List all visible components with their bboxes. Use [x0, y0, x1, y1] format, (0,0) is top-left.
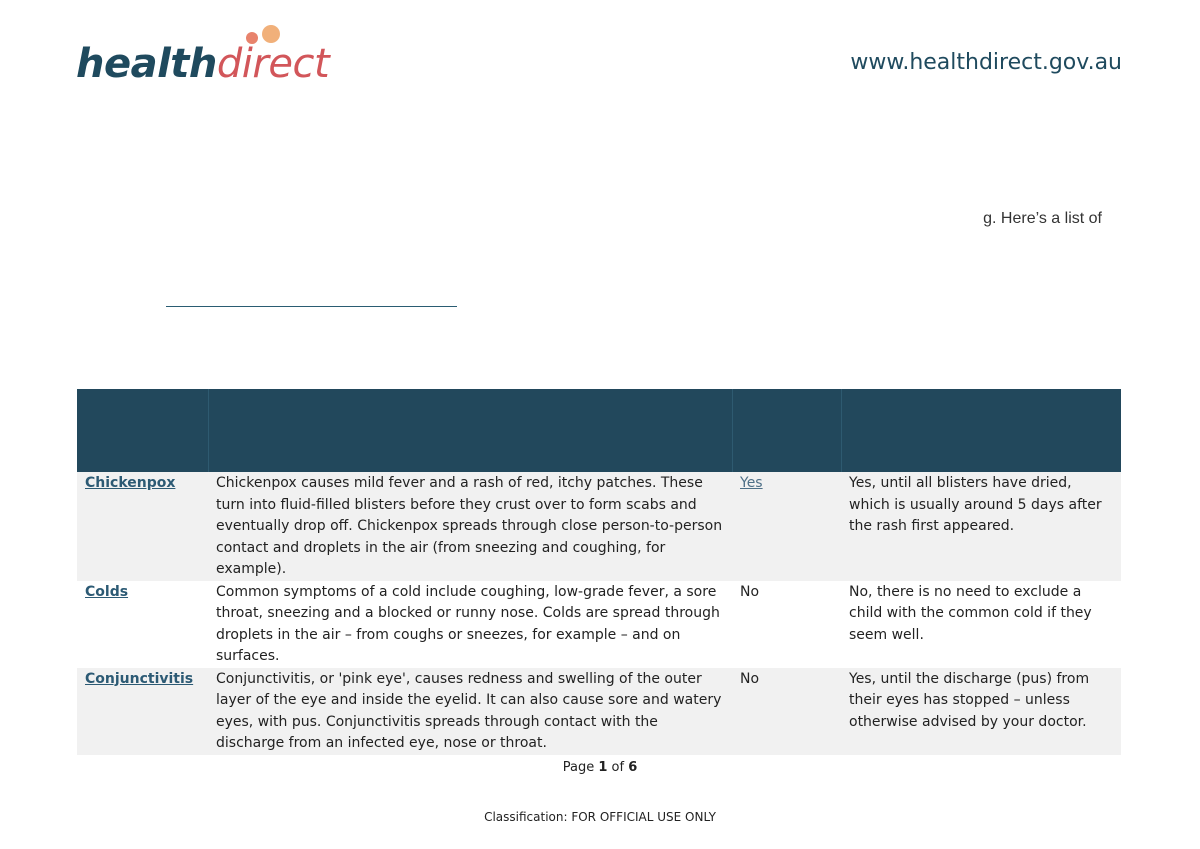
illness-name-cell	[77, 668, 208, 755]
logo-direct-text: direct	[216, 41, 330, 87]
vaccine-cell	[732, 472, 841, 581]
page-of: of	[611, 760, 625, 775]
logo-health-text: health	[76, 41, 217, 87]
healthdirect-logo[interactable]	[76, 22, 330, 88]
logo-wordmark	[76, 40, 329, 88]
table-header-row	[77, 389, 1121, 472]
table-row	[77, 581, 1121, 668]
illness-name-cell	[77, 472, 208, 581]
page-current: 1	[598, 760, 608, 775]
table-row	[77, 668, 1121, 755]
hyperlink-underline	[166, 306, 457, 307]
exclusion-cell: Yes, until all blisters have dried, which is usually around 5 days after the rash first appeared.	[841, 472, 1121, 581]
illness-link-conjunctivitis[interactable]: Conjunctivitis	[85, 670, 194, 687]
illness-link-chickenpox[interactable]: Chickenpox	[85, 475, 176, 491]
illness-description-cell: Conjunctivitis, or 'pink eye', causes redness and swelling of the outer layer of the eye and inside the eyelid. It can also cause sore and watery eyes, with pus. Conjunctivitis spreads through contact with the discharge from an infected eye, nose or throat.	[208, 668, 732, 755]
illness-description-cell: Chickenpox causes mild fever and a rash of red, itchy patches. These turn into fluid-filled blisters before they crust over to form scabs and eventually drop off. Chickenpox spreads through close person-to-person contact and droplets in the air (from sneezing and coughing, for example).	[208, 472, 732, 581]
illness-description-cell: Common symptoms of a cold include coughing, low-grade fever, a sore throat, sneezing and a blocked or runny nose. Colds are spread through droplets in the air – from coughs or sneezes, for example – and on surfaces.	[208, 581, 732, 668]
table-header-cell-exclusion	[841, 389, 1121, 472]
page-number	[0, 760, 1200, 775]
vaccine-cell: No	[732, 668, 841, 755]
table-row	[77, 472, 1121, 581]
page-prefix: Page	[562, 760, 595, 775]
page-total: 6	[628, 760, 638, 775]
intro-text-fragment: g. Here’s a list of	[983, 210, 1102, 227]
table-header-cell-vaccine	[732, 389, 841, 472]
exclusion-cell: No, there is no need to exclude a child with the common cold if they seem well.	[841, 581, 1121, 668]
table-header-cell-description	[208, 389, 732, 472]
table-header-cell-illness	[77, 389, 208, 472]
illness-name-cell	[77, 581, 208, 668]
site-url[interactable]: www.healthdirect.gov.au	[850, 50, 1122, 75]
vaccine-yes-link[interactable]: Yes	[740, 475, 763, 491]
vaccine-cell: No	[732, 581, 841, 668]
exclusion-cell: Yes, until the discharge (pus) from their eyes has stopped – unless otherwise advised by your doctor.	[841, 668, 1121, 755]
classification-label: Classification: FOR OFFICIAL USE ONLY	[484, 810, 716, 824]
illness-link-colds[interactable]: Colds	[85, 583, 129, 600]
illness-table	[77, 389, 1121, 755]
